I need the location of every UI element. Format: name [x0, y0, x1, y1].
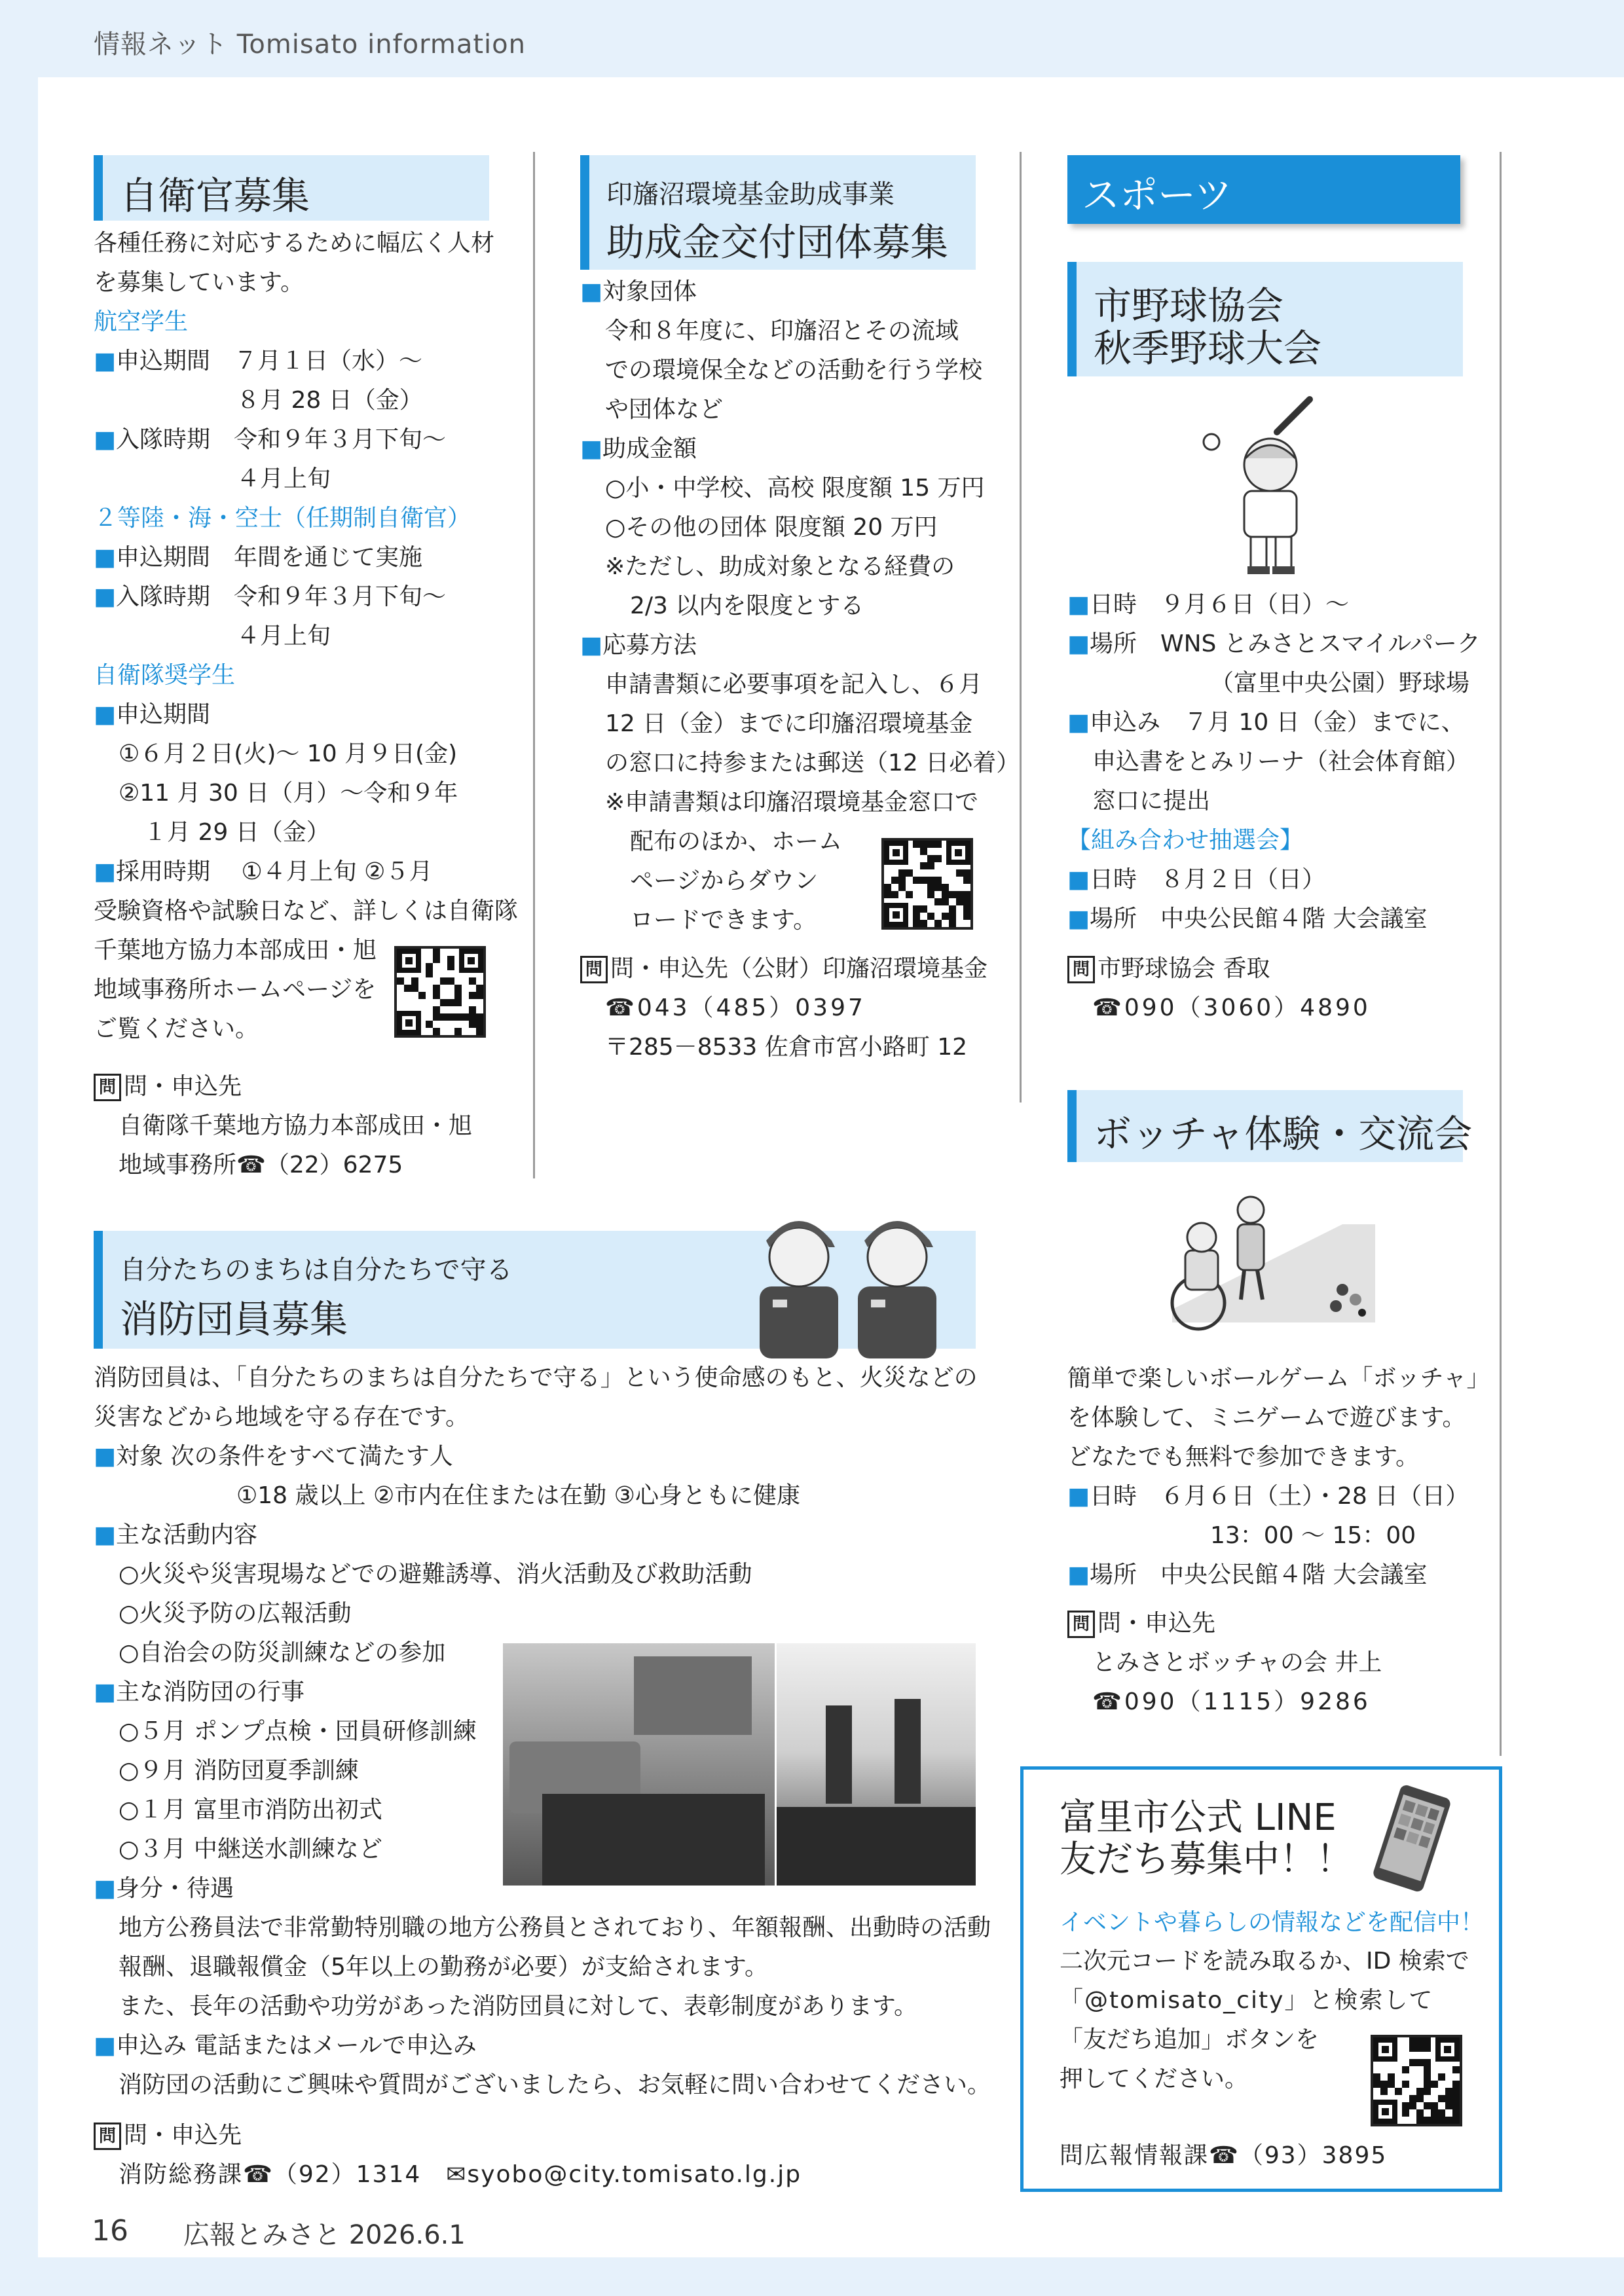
text-line: ■身分・待遇	[94, 1875, 234, 1902]
text-line: 申込書をとみリーナ（社会体育館）	[1092, 748, 1470, 775]
shobo-title: 消防団員募集	[120, 1297, 348, 1341]
contact-line: 地域事務所☎（22）6275	[119, 1152, 403, 1178]
boccia-title: ボッチャ体験・交流会	[1094, 1112, 1473, 1156]
text-line: ■日時 ９月６日（日）～	[1067, 591, 1350, 618]
inba-heading	[580, 155, 976, 270]
text-line: ■助成金額	[580, 435, 697, 462]
text-line: ロードできます。	[630, 907, 817, 934]
text-line: ○３月 中継送水訓練など	[119, 1836, 382, 1863]
shobo-contact	[94, 2116, 802, 2195]
boccia-body	[1067, 1359, 1490, 1595]
text-line: ■応募方法	[580, 632, 697, 659]
jieikan-title: 自衛官募集	[120, 173, 310, 218]
text-line: ページからダウン	[630, 867, 819, 894]
text-line: ①18 歳以上 ②市内在住または在勤 ③心身ともに健康	[236, 1482, 800, 1509]
text-line: 配布のほか、ホーム	[630, 828, 843, 855]
contact-tel: ☎043（485）0397	[605, 994, 866, 1021]
text-line: 簡単で楽しいボールゲーム「ボッチャ」	[1067, 1365, 1490, 1392]
text-line: 申請書類に必要事項を記入し、６月	[605, 671, 983, 698]
header-title: 情報ネット Tomisato information	[94, 29, 526, 60]
contact-label: 市野球協会 香取	[1098, 955, 1270, 982]
text-line: 【組み合わせ抽選会】	[1067, 827, 1304, 854]
inquiry-icon: 問	[94, 1074, 121, 1101]
inquiry-icon: 問	[1067, 956, 1095, 983]
baseball-heading	[1067, 262, 1463, 376]
column-divider	[1020, 152, 1022, 1102]
text-line: ○火災予防の広報活動	[119, 1600, 352, 1627]
line-highlight: イベントや暮らしの情報などを配信中！	[1060, 1909, 1485, 1936]
text-line: 窓口に提出	[1092, 788, 1211, 814]
text-line: ■入隊時期 令和９年３月下旬～	[94, 426, 447, 453]
text-line: ■申込期間 年間を通じて実施	[94, 544, 423, 571]
line-contact: 問広報情報課☎（93）3895	[1060, 2142, 1388, 2169]
inquiry-icon: 問	[1067, 1611, 1095, 1638]
text-line: ■入隊時期 令和９年３月下旬～	[94, 583, 447, 610]
inquiry-icon: 問	[94, 2123, 121, 2150]
text-line: １月 29 日（金）	[143, 819, 330, 846]
text-line: ８月 28 日（金）	[236, 387, 423, 414]
text-line: ○小・中学校、高校 限度額 15 万円	[605, 475, 985, 501]
text-line: ４月上旬	[236, 465, 331, 492]
jieikan-contact	[94, 1067, 472, 1185]
text-line: ①６月２日(火)～ 10 月９日(金)	[119, 740, 458, 767]
text-line: （富里中央公園）野球場	[1210, 670, 1470, 697]
text-line: 受験資格や試験日など、詳しくは自衛隊	[94, 898, 519, 924]
text-line: の窓口に持参または郵送（12 日必着）	[605, 750, 1020, 776]
text-line: 千葉地方協力本部成田・旭	[94, 937, 377, 964]
text-line: ４月上旬	[236, 623, 331, 649]
text-line: ②11 月 30 日（月）～令和９年	[119, 780, 458, 807]
line-title: 富里市公式 LINE 友だち募集中！！	[1060, 1796, 1353, 1881]
text-line: 消防団員は、「自分たちのまちは自分たちで守る」という使命感のもと、火災などの	[94, 1364, 978, 1391]
text-line: 自衛隊奨学生	[94, 662, 236, 689]
text-line: ○その他の団体 限度額 20 万円	[605, 514, 938, 541]
column-divider	[1500, 152, 1502, 1756]
text-line: ※ただし、助成対象となる経費の	[605, 553, 955, 580]
baseball-contact	[1067, 949, 1371, 1028]
firefighters-illustration	[753, 1201, 943, 1358]
line-body: 二次元コードを読み取るか、ID 検索で 「@tomisato_city」と検索して 「友だち追加」ボタンを 押してください。	[1060, 1948, 1469, 2092]
firefighter-ceremony-photo	[777, 1643, 976, 1886]
text-line: ○９月 消防団夏季訓練	[119, 1757, 359, 1784]
boccia-contact	[1067, 1604, 1382, 1722]
shobo-subtitle: 自分たちのまちは自分たちで守る	[120, 1255, 513, 1285]
qr-code[interactable]	[394, 946, 486, 1038]
text-line: 2/3 以内を限度とする	[630, 592, 864, 619]
contact-tel: ☎090（1115）9286	[1092, 1688, 1371, 1715]
text-line: また、長年の活動や功労があった消防団員に対して、表彰制度があります。	[119, 1993, 918, 2020]
text-line: ■対象団体	[580, 278, 697, 305]
text-line: での環境保全などの活動を行う学校	[605, 357, 983, 384]
text-line: ■申込み ７月 10 日（金）までに、	[1067, 709, 1465, 736]
text-line: を体験して、ミニゲームで遊びます。	[1067, 1404, 1466, 1431]
text-line: ■対象 次の条件をすべて満たす人	[94, 1443, 453, 1470]
text-line: ○火災や災害現場などでの避難誘導、消火活動及び救助活動	[119, 1561, 752, 1588]
text-line: 令和８年度に、印旛沼とその流域	[605, 318, 959, 344]
text-line: 報酬、退職報償金（5年以上の勤務が必要）が支給されます。	[119, 1954, 769, 1980]
text-line: ■場所 WNS とみさとスマイルパーク	[1067, 630, 1481, 657]
inba-subtitle: 印旛沼環境基金助成事業	[606, 179, 895, 210]
qr-code[interactable]	[1371, 2035, 1462, 2126]
text-line: 13：00 ～ 15：00	[1210, 1522, 1416, 1549]
text-line: ○自治会の防災訓練などの参加	[119, 1639, 446, 1666]
boccia-heading	[1067, 1090, 1473, 1162]
text-line: や団体など	[605, 396, 724, 423]
text-line: 消防団の活動にご興味や質問がございましたら、お気軽に問い合わせてください。	[119, 2071, 991, 2098]
contact-label: 問・申込先（公財）印旛沼環境基金	[610, 955, 988, 982]
contact-address: 〒285－8533 佐倉市宮小路町 12	[605, 1034, 968, 1061]
text-line: 地域事務所ホームページを	[94, 976, 377, 1003]
baseball-title: 秋季野球大会	[1094, 326, 1322, 371]
text-line: ■採用時期 ①４月上旬 ②５月	[94, 858, 433, 885]
text-line: ■申込み 電話またはメールで申込み	[94, 2032, 477, 2059]
text-line: ■日時 ８月２日（日）	[1067, 866, 1326, 893]
text-line: ■日時 ６月６日（土）・28 日（日）	[1067, 1483, 1469, 1510]
header-bar	[0, 0, 1624, 77]
smartphone-icon	[1363, 1783, 1461, 1894]
baseball-body	[1067, 585, 1481, 939]
contact-line: とみさとボッチャの会 井上	[1092, 1649, 1382, 1676]
line-promo-box	[1020, 1766, 1502, 2192]
text-line: ２等陸・海・空士（任期制自衛官）	[94, 505, 471, 532]
baseball-player-illustration	[1198, 393, 1342, 576]
boccia-illustration	[1146, 1172, 1382, 1349]
text-line: 災害などから地域を守る存在です。	[94, 1404, 470, 1430]
text-line: ■主な活動内容	[94, 1522, 258, 1548]
jieikan-body	[94, 224, 518, 1049]
contact-line: 消防総務課☎（92）1314 ✉syobo@city.tomisato.lg.jp	[119, 2161, 802, 2188]
text-line: ■場所 中央公民館４階 大会議室	[1067, 905, 1428, 932]
firefighter-training-photo	[503, 1643, 775, 1886]
jieikan-heading	[94, 155, 489, 221]
publication-name: 広報とみさと 2026.6.1	[183, 2220, 466, 2250]
inquiry-icon: 問	[580, 956, 608, 983]
baseball-title: 市野球協会	[1094, 283, 1284, 328]
contact-label: 問・申込先	[1098, 1610, 1216, 1637]
text-line: ■申込期間	[94, 701, 211, 728]
text-line: ○５月 ポンプ点検・団員研修訓練	[119, 1718, 477, 1745]
text-line: ■申込期間 ７月１日（水）～	[94, 348, 423, 374]
page-number: 16	[92, 2214, 128, 2248]
text-line: ■場所 中央公民館４階 大会議室	[1067, 1561, 1428, 1588]
qr-code[interactable]	[881, 838, 973, 930]
text-line: 航空学生	[94, 308, 189, 335]
text-line: ■主な消防団の行事	[94, 1679, 305, 1705]
sports-title: スポーツ	[1082, 173, 1232, 217]
contact-line: 自衛隊千葉地方協力本部成田・旭	[119, 1112, 473, 1139]
text-line: ※申請書類は印旛沼環境基金窓口で	[605, 789, 979, 816]
sports-heading	[1067, 155, 1460, 224]
contact-label: 問・申込先	[124, 1073, 242, 1100]
contact-label: 問・申込先	[124, 2122, 242, 2149]
inba-contact	[580, 949, 987, 1067]
text-line: どなたでも無料で参加できます。	[1067, 1444, 1420, 1470]
text-line: 地方公務員法で非常勤特別職の地方公務員とされており、年額報酬、出動時の活動	[119, 1914, 991, 1941]
text-line: ○１月 富里市消防出初式	[119, 1796, 382, 1823]
text-line: 12 日（金）までに印旛沼環境基金	[605, 710, 973, 737]
shobo-intro	[94, 1358, 978, 1437]
contact-tel: ☎090（3060）4890	[1092, 994, 1371, 1021]
inba-title: 助成金交付団体募集	[606, 220, 949, 264]
text-line: ご覧ください。	[94, 1015, 259, 1042]
text-line: を募集しています。	[94, 269, 304, 296]
text-line: 各種任務に対応するために幅広く人材	[94, 230, 495, 257]
column-divider	[533, 152, 535, 1178]
